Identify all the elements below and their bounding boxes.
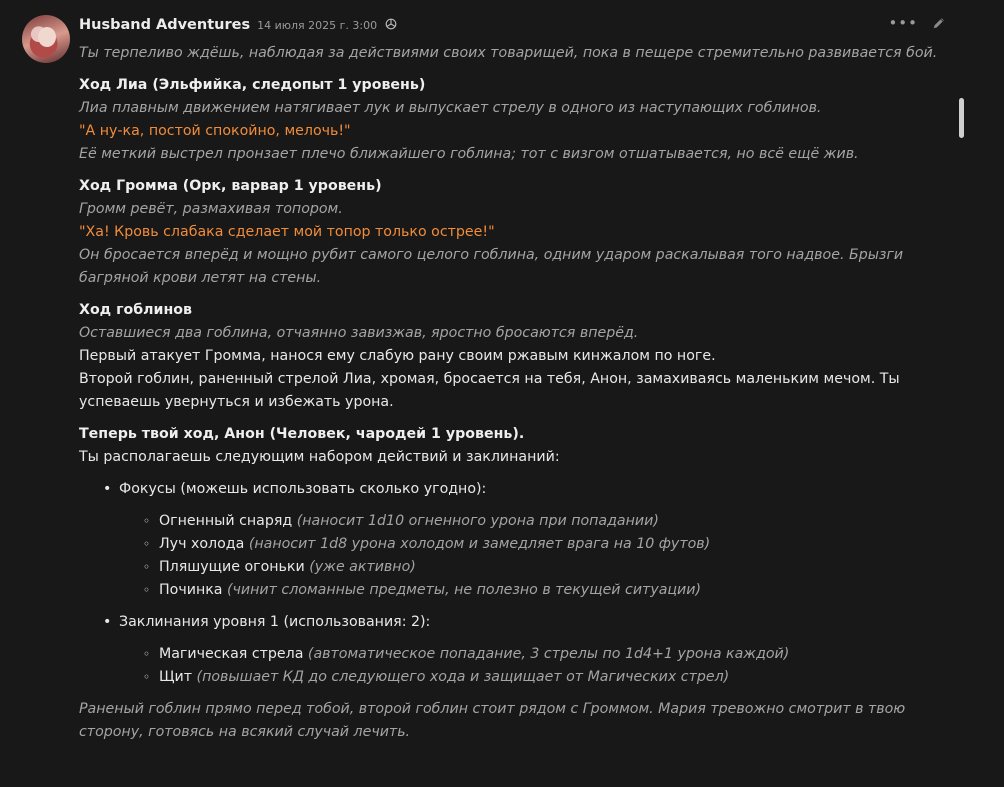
spell-name: Пляшущие огоньки xyxy=(159,559,305,575)
avatar-face xyxy=(38,27,56,47)
list-item xyxy=(159,510,939,533)
openai-icon xyxy=(384,17,398,31)
spell-name: Починка xyxy=(159,582,223,598)
spell-note: (автоматическое попадание, 3 стрелы по 1d4+1 урона каждой) xyxy=(307,646,790,662)
turn-player-subtitle: Ты располагаешь следующим набором действий и заклинаний: xyxy=(79,449,560,465)
spell-note: (наносит 1d8 урона холодом и замедляет врага на 10 футов) xyxy=(248,536,711,552)
cantrip-list xyxy=(119,510,939,602)
spell-note: (чинит сломанные предметы, не полезно в текущей ситуации) xyxy=(227,582,702,598)
turn-lia-result: Её меткий выстрел пронзает плечо ближайшего гоблина; тот с визгом отшатывается, но всё ещё жив. xyxy=(79,146,859,162)
turn-goblins xyxy=(79,299,939,414)
ability-group-level1 xyxy=(119,611,939,689)
spell-note: (повышает КД до следующего хода и защищает от Магических стрел) xyxy=(196,669,730,685)
turn-lia-quote: "А ну-ка, постой спокойно, мелочь!" xyxy=(79,123,351,139)
avatar[interactable] xyxy=(22,15,70,63)
turn-gromm-quote: "Ха! Кровь слабака сделает мой топор только острее!" xyxy=(79,224,495,240)
spell-name: Огненный снаряд xyxy=(159,513,293,529)
message-actions xyxy=(888,16,946,30)
list-item xyxy=(159,579,939,602)
turn-gromm-result: Он бросается вперёд и мощно рубит самого целого гоблина, одним ударом раскалывая того надвое. Брызги багряной крови летят на стены. xyxy=(79,247,904,286)
turn-gromm-action: Громм ревёт, размахивая топором. xyxy=(79,201,343,217)
spell-note: (уже активно) xyxy=(309,559,416,575)
scrollbar-thumb[interactable] xyxy=(959,98,964,138)
ability-group-title: Фокусы (можешь использовать сколько угодно): xyxy=(119,481,487,497)
message-content xyxy=(79,42,939,744)
spell-name: Луч холода xyxy=(159,536,245,552)
turn-lia-heading: Ход Лиа (Эльфийка, следопыт 1 уровень) xyxy=(79,77,426,93)
turn-goblins-heading: Ход гоблинов xyxy=(79,302,193,318)
turn-player-heading: Теперь твой ход, Анон (Человек, чародей 1 уровень). xyxy=(79,426,525,442)
spell-name: Щит xyxy=(159,669,193,685)
pencil-icon[interactable] xyxy=(932,16,946,30)
outro-text: Раненый гоблин прямо перед тобой, второй гоблин стоит рядом с Громмом. Мария тревожно смотрит в твою сторону, готовясь на всякий случай лечить. xyxy=(79,701,906,740)
turn-goblins-action: Оставшиеся два гоблина, отчаянно завизжав, яростно бросаются вперёд. xyxy=(79,325,639,341)
spell-name: Магическая стрела xyxy=(159,646,304,662)
turn-lia-action: Лиа плавным движением натягивает лук и выпускает стрелу в одного из наступающих гоблинов. xyxy=(79,100,822,116)
message-timestamp: 14 июля 2025 г. 3:00 xyxy=(257,19,378,32)
list-item xyxy=(159,666,939,689)
list-item xyxy=(159,556,939,579)
intro-text: Ты терпеливо ждёшь, наблюдая за действиями своих товарищей, пока в пещере стремительно развивается бой. xyxy=(79,45,938,61)
ability-group-cantrips xyxy=(119,478,939,602)
turn-gromm-heading: Ход Громма (Орк, варвар 1 уровень) xyxy=(79,178,382,194)
turn-lia xyxy=(79,74,939,166)
author-name[interactable]: Husband Adventures xyxy=(79,17,251,33)
turn-player xyxy=(79,423,939,469)
spell-note: (наносит 1d10 огненного урона при попадании) xyxy=(296,513,659,529)
turn-gromm xyxy=(79,175,939,290)
ability-groups xyxy=(79,478,939,689)
list-item xyxy=(159,643,939,666)
list-item xyxy=(159,533,939,556)
message-header xyxy=(79,14,398,36)
level1-spell-list xyxy=(119,643,939,689)
ability-group-title: Заклинания уровня 1 (использования: 2): xyxy=(119,614,431,630)
turn-goblins-line2: Второй гоблин, раненный стрелой Лиа, хромая, бросается на тебя, Анон, замахиваясь маленьким мечом. Ты успеваешь увернуться и избежать урона. xyxy=(79,371,900,410)
more-dots-icon[interactable]: ••• xyxy=(888,14,918,32)
turn-goblins-line1: Первый атакует Громма, нанося ему слабую рану своим ржавым кинжалом по ноге. xyxy=(79,348,716,364)
